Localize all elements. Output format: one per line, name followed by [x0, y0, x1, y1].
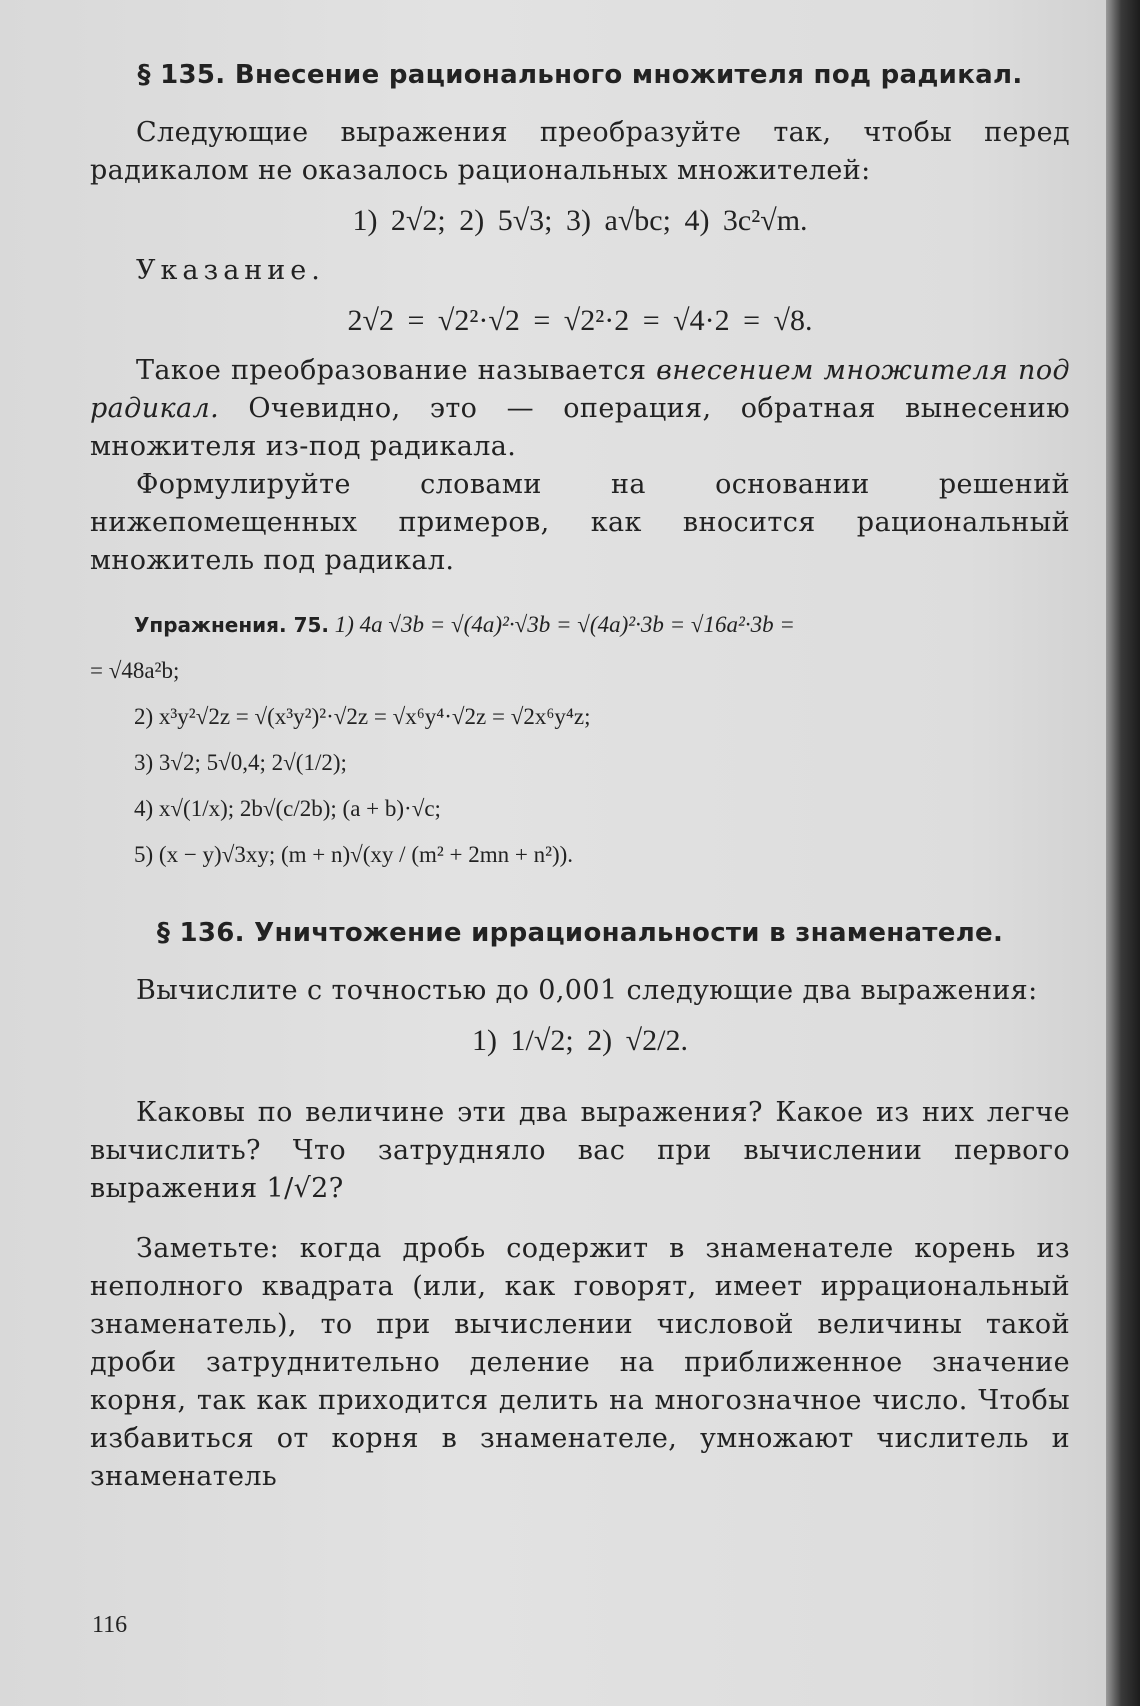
page-number: 116: [92, 1612, 128, 1638]
section-136-paragraph-2: Заметьте: когда дробь содержит в знаменателе корень из неполного квадрата (или, как говорят, имеет иррациональный знаменатель), то при вычислении числовой величины такой дроби затруднительно деление на приближенное значение корня, так как приходится делить на многозначное число. Чтобы избавиться от корня в знаменателе, умножают числитель и знаменатель: [90, 1233, 1070, 1492]
section-136-paragraph-1: Каковы по величине эти два выражения? Какое из них легче вычислить? Что затрудняло вас при вычислении первого выражения 1/√2?: [90, 1097, 1070, 1204]
section-135-intro: Следующие выражения преобразуйте так, чтобы перед радикалом не оказалось рациональных множителей:: [90, 117, 1070, 186]
section-136-heading: § 136. Уничтожение иррациональности в знаменателе.: [156, 918, 1004, 948]
exercise-line-1: [134, 602, 1070, 648]
exercise-line-5: 5) (x − y)√3xy; (m + n)√(xy / (m² + 2mn + n²)).: [134, 842, 574, 867]
book-spine: [1106, 0, 1140, 1706]
hint-formula: 2√2 = √2²·√2 = √2²·2 = √4·2 = √8.: [347, 304, 813, 337]
exercise-line-3: 3) 3√2; 5√0,4; 2√(1/2);: [134, 750, 347, 775]
exercise-1-text: 1) 4a √3b = √(4a)²·√3b = √(4a)²·3b = √16a²·3b =: [334, 612, 795, 637]
exercise-line-2: 2) x³y²√2z = √(x³y²)²·√2z = √x⁶y⁴·√2z = √2x⁶y⁴z;: [134, 704, 591, 729]
section-135-heading: § 135. Внесение рационального множителя под радикал.: [137, 60, 1023, 90]
paragraph-1-term: внесением множителя под радикал.: [90, 355, 1070, 424]
section-136-formula: 1) 1/√2; 2) √2/2.: [472, 1024, 688, 1057]
page-content: [90, 60, 1070, 1496]
exercise-line-1b: = √48a²b;: [90, 658, 180, 683]
hint-label: Указание.: [136, 255, 325, 286]
exercises-label: Упражнения. 75.: [134, 613, 329, 637]
section-135-examples: 1) 2√2; 2) 5√3; 3) a√bc; 4) 3c²√m.: [352, 204, 808, 237]
paragraph-1-start: Такое преобразование называется: [136, 355, 657, 386]
section-135-paragraph-1: [90, 352, 1070, 466]
section-135-paragraph-2: Формулируйте словами на основании решений нижепомещенных примеров, как вносится рациональный множитель под радикал.: [90, 469, 1070, 576]
paragraph-1-end: Очевидно, это — операция, обратная вынесению множителя из-под радикала.: [90, 393, 1070, 462]
section-136-intro: Вычислите с точностью до 0,001 следующие два выражения:: [136, 975, 1038, 1006]
exercise-line-4: 4) x√(1/x); 2b√(c/2b); (a + b)·√c;: [134, 796, 441, 821]
